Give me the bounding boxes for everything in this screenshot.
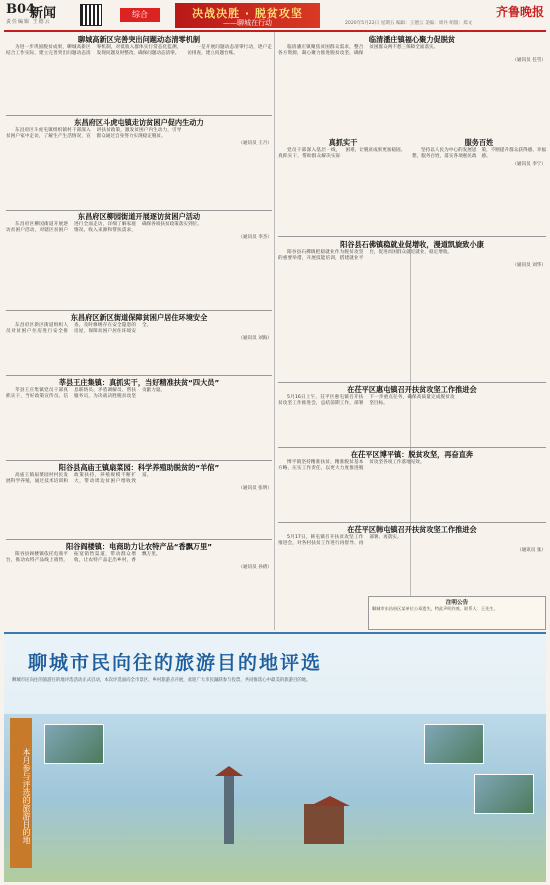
article-byline: （通讯员 任雪） [512,58,546,64]
article-0 [6,35,272,113]
article-headline: 东昌府区斗虎屯镇走访贫困户促内生动力 [74,118,204,127]
article-6 [6,542,272,628]
newspaper-logo: 齐鲁晚报 [495,5,544,19]
scenic-thumbnail [424,724,484,764]
ad-title: 聊城市民向往的旅游目的地评选 [28,652,323,674]
article-12 [278,450,546,520]
article-byline: （通讯员 刘海） [238,336,272,342]
divider [6,115,272,116]
article-headline: 东昌府区柳园街道开展逐访贫困户活动 [77,212,201,221]
temple-image [304,804,344,844]
article-headline: 服务百姓 [464,138,494,147]
notice-text: 聊城市东昌府区某单位公章遗失，特此声明作废。联系人：王先生。 [372,606,498,611]
article-body: 5月16日上午，茌平区惠屯镇召开扶贫攻坚工作推进会，总结前期工作，部署下一步重点任务，确保高质量完成脱贫攻坚目标。 [278,395,455,407]
article-body: 党员干部深入基层一线，真抓实干，帮助群众解决实际困难，让脱贫成果更加稳固。 [278,148,406,160]
article-7 [278,35,546,135]
qr-code-icon [80,4,102,26]
article-byline: （通讯员 李杰） [238,235,272,241]
article-body: 临清潘庄镇聚焦贫困群众需求，整合各方资源，凝心聚力推进脱贫攻坚，确保贫困群众两不愁三保障全面落实。 [278,45,439,57]
divider [6,310,272,311]
article-body: 高庙王镇扇菜园村村民发展科学养殖，通过技术培训和政策扶持，养殖规模不断扩大，带动周边贫困户增收致富。 [6,473,152,485]
article-headline: 在茌平区韩屯镇召开扶贫攻坚工作推进会 [347,525,477,534]
article-headline: 东昌府区新区街道保障贫困户居住环境安全 [70,313,208,322]
article-4 [6,378,272,458]
article-byline: （通讯员 孙倩） [238,565,272,571]
article-body: 5月17日，韩屯镇召开扶贫攻坚工作推进会，对各村扶贫工作进行再督导、再部署、再落实。 [278,535,402,547]
article-headline: 临清潘庄镇福心聚力促脱贫 [368,35,456,44]
article-body: 东昌府区柳园街道开展逐访贫困户活动，对辖区贫困户进行全面走访，详细了解家庭情况、收入来源和帮扶需求，确保各项扶贫政策落实到位。 [6,222,202,234]
article-body: 坚持以人民为中心的发展思想，服务百姓，落实各项惠民政策，不断提升群众获得感、幸福感。 [412,148,546,160]
article-11 [278,385,546,445]
article-headline: 阳谷县石佛镇稳就业促增收，漫道凯旋致小康 [340,240,484,249]
page-number: B04 [6,2,36,17]
article-body: 东昌府区斗虎屯镇组织镇村干部深入贫困户家中走访，了解生产生活情况，宣讲扶贫政策，激发贫困户内生动力，引导群众通过自身努力实现稳定脱贫。 [6,128,182,140]
masthead [0,0,550,30]
article-body: 阳谷县石佛镇把稳就业作为脱贫攻坚的重要举措，开展技能培训，搭建就业平台，促进贫困群众就近就业，稳定增收。 [278,250,453,262]
issue-info: 2020年5月22日 星期五 编辑：王德云 美编：周丹 组版：郑文 [345,21,473,26]
divider [6,375,272,376]
section-badge: 综合 [120,8,160,22]
divider [6,539,272,540]
notice-title: 注明公告 [445,600,469,606]
ad-description: 聊城市民向往的旅游目的地评选活动正式启动，本次评选面向全市景区、乡村旅游点开展，欢迎广大市民踊跃参与投票，共同推选心中最美的旅游目的地。 [12,678,311,683]
pagoda-image [224,774,234,844]
divider [278,522,546,523]
divider [278,382,546,383]
temple-roof [310,796,350,806]
divider [278,236,546,237]
article-body: 东昌府区新区街道组织人员对贫困户住房进行安全排查，及时修缮存在安全隐患的房屋，保障贫困户居住环境安全。 [6,323,152,335]
article-body: 阳谷县阎楼镇依托电商平台，推动农特产品线上销售，拓宽销售渠道，带动群众增收，让农特产品走出乡村，香飘万里。 [6,552,161,564]
article-10 [278,240,546,380]
article-8 [278,138,408,234]
article-byline: （通讯员 张明） [238,486,272,492]
column-divider [274,32,275,630]
article-headline: 阳谷阎楼镇：电商助力让农特产品“香飘万里” [65,542,212,551]
scenic-thumbnail [44,724,104,764]
ad-side-label: 本月参与评选的旅游目的地 [10,718,32,868]
article-headline: 在茌平区惠屯镇召开扶贫攻坚工作推进会 [347,385,477,394]
header-rule [4,30,546,32]
scenic-thumbnail [474,774,534,814]
article-byline: （通讯员 刘华） [512,263,546,269]
article-headline: 真抓实干 [328,138,358,147]
section-editor: 责任编辑 王德云 [6,19,51,25]
article-headline: 莘县王庄集镇：真抓实干，当好精准扶贫“四大员” [58,378,220,387]
pagoda-roof [215,766,243,776]
article-2 [6,212,272,308]
tourism-advertisement [4,632,546,882]
divider [6,460,272,461]
article-5 [6,463,272,537]
article-byline: （通讯员 张） [516,548,546,554]
article-byline: （通讯员 王月） [238,141,272,147]
article-headline: 在茌平区博平镇：脱贫攻坚，再奋直奔 [350,450,474,459]
campaign-banner [175,3,320,28]
article-byline: （通讯员 李宁） [512,161,546,167]
article-13 [278,525,546,593]
section-name: 新闻 [30,6,57,21]
notice-box [368,596,546,630]
ad-scenery-image [4,714,546,882]
article-3 [6,313,272,373]
banner-title: 决战决胜 · 脱贫攻坚 [192,7,303,20]
divider [278,447,546,448]
article-body: 莘县王庄集镇党员干部真抓实干，当好政策宣传员、信息联络员、矛盾调解员、帮扶服务员，为决战决胜脱贫攻坚贡献力量。 [6,388,165,400]
article-body: 博平镇坚持精准扶贫、精准脱贫基本方略，压实工作责任，以更大力度推进脱贫攻坚各项工作落地见效。 [278,460,425,472]
banner-subtitle: ——聊城在行动 [223,19,272,27]
article-9 [412,138,546,234]
divider [6,210,272,211]
article-1 [6,118,272,208]
article-headline: 聊城高新区完善突出问题动态清零机制 [77,35,201,44]
article-headline: 阳谷县高庙王镇扇菜园：科学养殖助脱贫的“羊倌” [58,463,220,472]
article-body: 为进一步巩固脱贫成果，聊城高新区结合工作实际，建立完善突出问题动态清零机制，对低收入群体实行常态化监测，发现问题及时整改，确保问题动态清零。 一是开展问题动态清零行动，逐户走访排查，建立问题台账。 [6,45,272,57]
